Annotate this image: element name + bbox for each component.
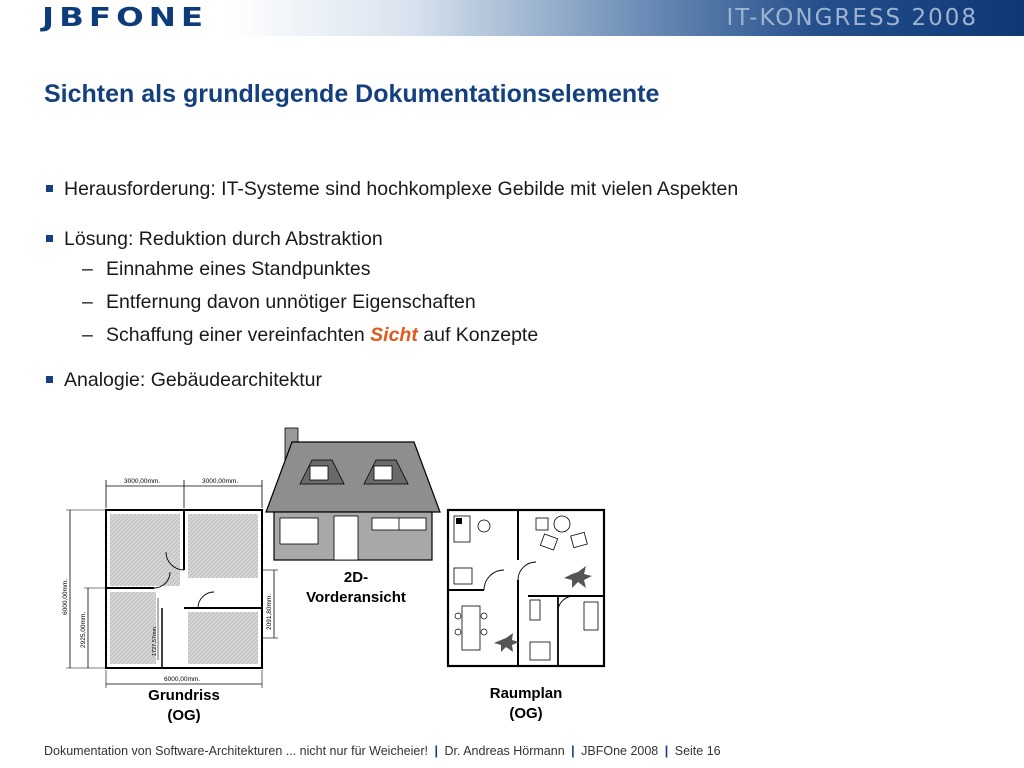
sub-bullet-item <box>44 253 984 286</box>
sub-bullet-text: Entfernung davon unnötiger Eigenschaften <box>106 291 476 313</box>
front-view-drawing <box>266 428 440 606</box>
sub-bullet-text-after: auf Konzepte <box>417 324 539 346</box>
front-view-label: 2D- <box>343 569 369 586</box>
footer-topic: Dokumentation von Software-Architekturen ... nicht nur für Weicheier! <box>44 744 428 758</box>
room-plan-drawing <box>448 510 604 722</box>
footer-separator: | <box>664 744 669 758</box>
bullet-item <box>44 366 984 394</box>
bullet-item <box>44 225 984 253</box>
sub-bullet-text: Einnahme eines Standpunktes <box>106 258 371 280</box>
raumplan-label: Raumplan <box>489 685 563 702</box>
footer-page-number: Seite 16 <box>674 744 721 758</box>
bullet-text: Lösung: Reduktion durch Abstraktion <box>64 228 383 250</box>
bullet-list <box>44 175 984 394</box>
jbfone-logo: JBFONE <box>42 3 209 33</box>
square-bullet-icon <box>46 376 53 383</box>
floor-plan-drawing <box>62 478 278 724</box>
dim-top-right: 3000,00mm. <box>202 478 239 485</box>
dim-mid: 1727,57mm. <box>152 625 158 656</box>
front-view-sub: Vorderansicht <box>306 589 406 606</box>
sub-bullet-item <box>44 286 984 319</box>
dash-bullet-icon: – <box>82 324 93 346</box>
footer <box>44 744 721 758</box>
footer-separator: | <box>571 744 575 758</box>
bullet-item <box>44 175 984 203</box>
square-bullet-icon <box>46 185 53 192</box>
dim-left-inner: 2925,00mm. <box>80 611 87 648</box>
square-bullet-icon <box>46 235 53 242</box>
dim-left-outer: 6000,00mm. <box>62 578 69 615</box>
bullet-text: Analogie: Gebäudearchitektur <box>64 369 323 391</box>
sub-bullet-text-before: Schaffung einer vereinfachten <box>106 324 371 346</box>
footer-separator: | <box>434 744 438 758</box>
dim-top-left: 3000,00mm. <box>124 478 161 485</box>
dash-bullet-icon: – <box>82 258 93 280</box>
highlight-sicht: Sicht <box>370 324 418 346</box>
footer-author: Dr. Andreas Hörmann <box>444 744 565 758</box>
slide-title: Sichten als grundlegende Dokumentationselemente <box>44 80 660 108</box>
dim-bottom: 6000,00mm. <box>164 676 201 683</box>
event-title: IT-KONGRESS 2008 <box>726 5 978 31</box>
grundriss-label: Grundriss <box>148 687 220 704</box>
sub-bullet-item <box>44 319 984 352</box>
grundriss-sub: (OG) <box>167 707 201 724</box>
footer-event: JBFOne 2008 <box>581 744 659 758</box>
raumplan-sub: (OG) <box>509 705 543 722</box>
dim-right: 2091,80mm. <box>266 593 273 630</box>
bullet-text: Herausforderung: IT-Systeme sind hochkomplexe Gebilde mit vielen Aspekten <box>64 178 739 200</box>
header-bar <box>0 0 1024 36</box>
dash-bullet-icon: – <box>82 291 93 313</box>
architecture-illustration <box>58 420 618 730</box>
